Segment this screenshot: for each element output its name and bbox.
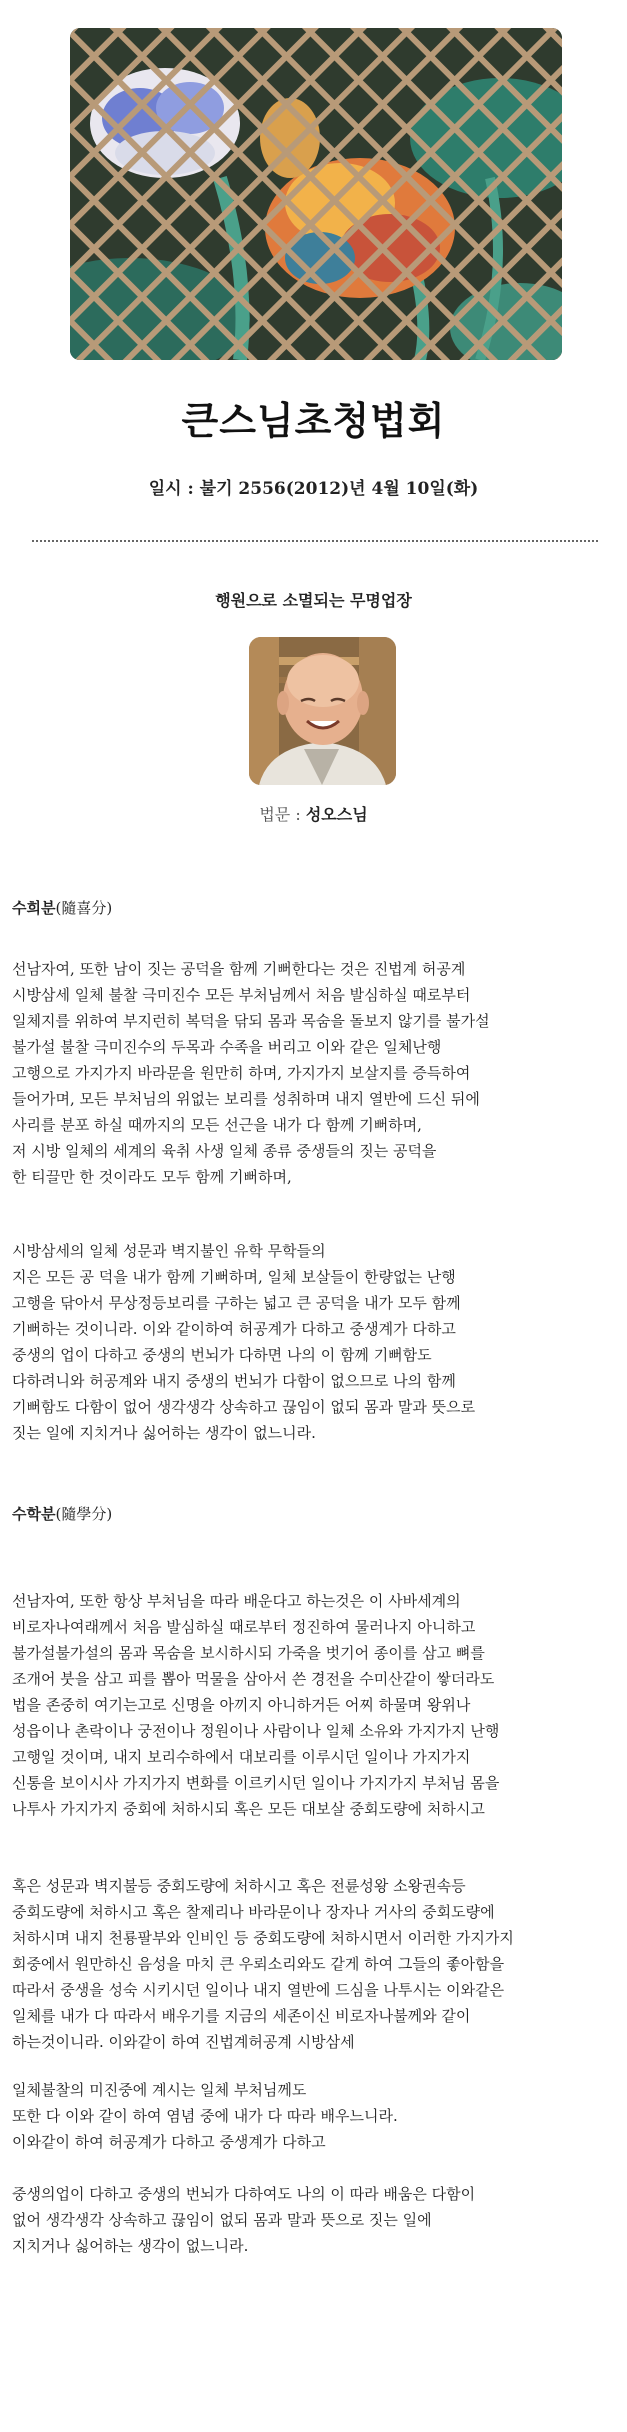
paragraph bbox=[12, 2077, 617, 2155]
text-line: 불가설 불찰 극미진수의 두목과 수족을 버리고 이와 같은 일체난행 bbox=[12, 1038, 442, 1056]
text-line: 다하려니와 허공계와 내지 중생의 번뇌가 다함이 없으므로 나의 함께 bbox=[12, 1372, 456, 1390]
text-line: 짓는 일에 지치거나 싫어하는 생각이 없느니라. bbox=[12, 1424, 316, 1442]
text-line: 중생의업이 다하고 중생의 번뇌가 다하여도 나의 이 따라 배움은 다함이 bbox=[12, 2185, 476, 2203]
text-line: 혹은 성문과 벽지불등 중회도량에 처하시고 혹은 전륜성왕 소왕권속등 bbox=[12, 1877, 466, 1895]
speaker-name: 성오스님 bbox=[305, 805, 368, 824]
dharma-talk-title: 행원으로 소멸되는 무명업장 bbox=[215, 591, 412, 610]
text-line: 회중에서 원만하신 음성을 마치 큰 우뢰소리와도 같게 하여 그들의 좋아함을 bbox=[12, 1955, 505, 1973]
text-line: 중생의 업이 다하고 중생의 번뇌가 다하면 나의 이 함께 기뻐함도 bbox=[12, 1346, 432, 1364]
text-line: 지은 모든 공 덕을 내가 함께 기뻐하며, 일체 보살들이 한량없는 난행 bbox=[12, 1268, 456, 1286]
text-line: 시방삼세의 일체 성문과 벽지불인 유학 무학들의 bbox=[12, 1242, 326, 1260]
text-line: 이와같이 하여 허공계가 다하고 중생계가 다하고 bbox=[12, 2133, 326, 2151]
text-line: 신통을 보이시사 가지가지 변화를 이르키시던 일이나 가지가지 부처님 몸을 bbox=[12, 1774, 500, 1792]
paragraph bbox=[12, 956, 617, 1190]
text-line: 나투사 가지가지 중회에 처하시되 혹은 모든 대보살 중회도량에 처하시고 bbox=[12, 1800, 485, 1818]
text-line: 일체불찰의 미진중에 계시는 일체 부처님께도 bbox=[12, 2081, 307, 2099]
section-heading-suhui bbox=[12, 897, 112, 918]
paragraph bbox=[12, 2181, 617, 2259]
text-line: 선남자여, 또한 남이 짓는 공덕을 함께 기뻐한다는 것은 진법계 허공계 bbox=[12, 960, 466, 978]
paragraph bbox=[12, 1873, 617, 2055]
text-line: 처하시며 내지 천룡팔부와 인비인 등 중회도량에 처하시면서 이러한 가지가지 bbox=[12, 1929, 514, 1947]
text-line: 따라서 중생을 성숙 시키시던 일이나 내지 열반에 드심을 나투시는 이와같은 bbox=[12, 1981, 505, 1999]
text-line: 없어 생각생각 상속하고 끊임이 없되 몸과 말과 뜻으로 짓는 일에 bbox=[12, 2211, 432, 2229]
section-heading-hanja: (隨喜分) bbox=[55, 899, 113, 917]
text-line: 기뻐하는 것이니라. 이와 같이하여 허공계가 다하고 중생계가 다하고 bbox=[12, 1320, 456, 1338]
section-heading-suhak bbox=[12, 1503, 112, 1524]
text-line: 조개어 붓을 삼고 피를 뽑아 먹물을 삼아서 쓴 경전을 수미산같이 쌓더라도 bbox=[12, 1670, 495, 1688]
text-line: 고행일 것이며, 내지 보리수하에서 대보리를 이루시던 일이나 가지가지 bbox=[12, 1748, 471, 1766]
dotted-divider bbox=[32, 540, 598, 542]
text-line: 시방삼세 일체 불찰 극미진수 모든 부처님께서 처음 발심하실 때로부터 bbox=[12, 986, 471, 1004]
paragraph bbox=[12, 1238, 617, 1446]
text-line: 성읍이나 촌락이나 궁전이나 정원이나 사람이나 일체 소유와 가지가지 난행 bbox=[12, 1722, 500, 1740]
text-line: 또한 다 이와 같이 하여 염념 중에 내가 다 따라 배우느니라. bbox=[12, 2107, 398, 2125]
text-line: 고행을 닦아서 무상정등보리를 구하는 넓고 큰 공덕을 내가 모두 함께 bbox=[12, 1294, 461, 1312]
text-line: 저 시방 일체의 세계의 육취 사생 일체 종류 중생들의 짓는 공덕을 bbox=[12, 1142, 437, 1160]
speaker-credit bbox=[0, 802, 627, 825]
text-line: 일체를 내가 다 따라서 배우기를 지금의 세존이신 비로자나불께와 같이 bbox=[12, 2007, 471, 2025]
section-heading-text: 수희분 bbox=[12, 899, 56, 917]
event-date: 일시 : 불기 2556(2012)년 4월 10일(화) bbox=[148, 479, 479, 499]
text-line: 고행으로 가지가지 바라문을 원만히 하며, 가지가지 보살지를 증득하여 bbox=[12, 1064, 471, 1082]
text-line: 하는것이니라. 이와같이 하여 진법계허공계 시방삼세 bbox=[12, 2033, 355, 2051]
text-line: 중회도량에 처하시고 혹은 찰제리나 바라문이나 장자나 거사의 중회도량에 bbox=[12, 1903, 495, 1921]
text-line: 사리를 분포 하실 때까지의 모든 선근을 내가 다 함께 기뻐하며, bbox=[12, 1116, 422, 1134]
text-line: 지치거나 싫어하는 생각이 없느니라. bbox=[12, 2237, 249, 2255]
text-line: 들어가며, 모든 부처님의 위없는 보리를 성취하며 내지 열반에 드신 뒤에 bbox=[12, 1090, 480, 1108]
paragraph bbox=[12, 1588, 617, 1822]
speaker-portrait bbox=[249, 637, 396, 785]
text-line: 선남자여, 또한 항상 부처님을 따라 배운다고 하는것은 이 사바세계의 bbox=[12, 1592, 461, 1610]
page-title: 큰스님초청법회 bbox=[181, 399, 446, 443]
text-line: 기뻐함도 다함이 없어 생각생각 상속하고 끊임이 없되 몸과 말과 뜻으로 bbox=[12, 1398, 476, 1416]
text-line: 한 티끌만 한 것이라도 모두 함께 기뻐하며, bbox=[12, 1168, 292, 1186]
text-line: 비로자나여래께서 처음 발심하실 때로부터 정진하여 물러나지 아니하고 bbox=[12, 1618, 476, 1636]
hero-image bbox=[70, 28, 562, 360]
section-heading-text: 수학분 bbox=[12, 1505, 56, 1523]
section-heading-hanja: (隨學分) bbox=[55, 1505, 113, 1523]
text-line: 법을 존중히 여기는고로 신명을 아끼지 아니하거든 어찌 하물며 왕위나 bbox=[12, 1696, 471, 1714]
speaker-label: 법문 : bbox=[259, 805, 301, 824]
text-line: 불가설불가설의 몸과 목숨을 보시하시되 가죽을 벗기어 종이를 삼고 뼈를 bbox=[12, 1644, 485, 1662]
text-line: 일체지를 위하여 부지런히 복덕을 닦되 몸과 목숨을 돌보지 않기를 불가설 bbox=[12, 1012, 490, 1030]
